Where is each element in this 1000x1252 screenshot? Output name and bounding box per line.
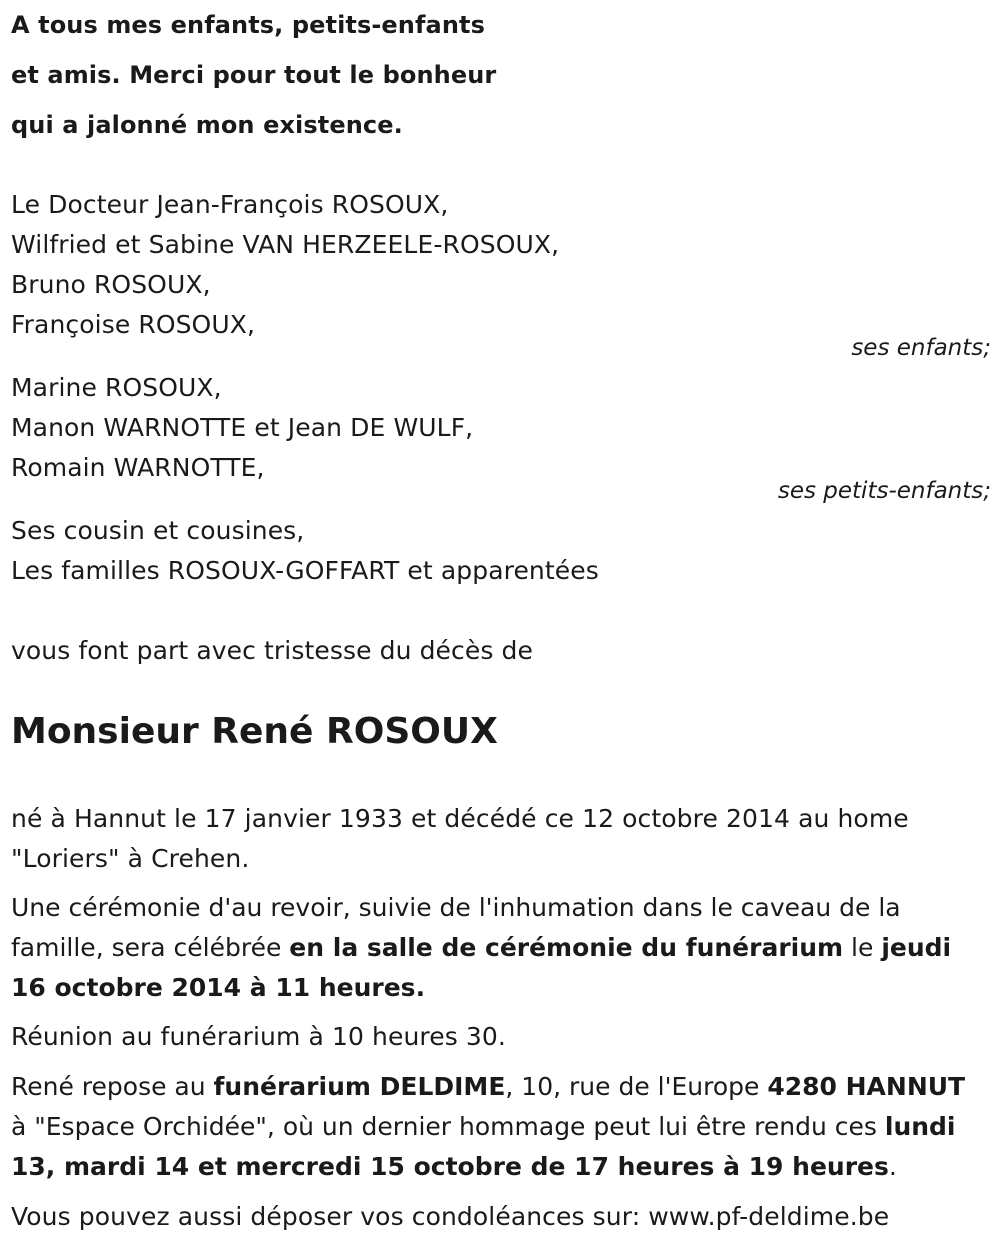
ceremony-text: le [843, 933, 882, 962]
announcement-text: vous font part avec tristesse du décès de [11, 636, 533, 665]
ceremony-text: Une cérémonie d'au revoir, suivie de l'inhumation dans le caveau de la famille, sera célébrée [11, 893, 901, 962]
visitation-schedule: lundi 13, mardi 14 et mercredi 15 octobre de 17 heures à 19 heures [11, 1112, 956, 1181]
visitation-text: , 10, rue de l'Europe [505, 1072, 768, 1101]
birth-death-line-1: né à Hannut le 17 janvier 1933 et décédé ce 12 octobre 2014 au home [11, 804, 909, 833]
grandchild-name: Romain WARNOTTE, [11, 453, 265, 482]
intro-line-2: et amis. Merci pour tout le bonheur [11, 61, 497, 89]
grandchild-name: Manon WARNOTTE et Jean DE WULF, [11, 413, 474, 442]
ceremony-location: en la salle de cérémonie du funérarium [289, 933, 844, 962]
child-name: Françoise ROSOUX, [11, 310, 256, 339]
funeral-home-city: 4280 HANNUT [767, 1072, 966, 1101]
visitation-text: à "Espace Orchidée", où un dernier hommage peut lui être rendu ces [11, 1112, 885, 1141]
relatives-line: Les familles ROSOUX-GOFFART et apparentées [11, 556, 599, 585]
child-name: Wilfried et Sabine VAN HERZEELE-ROSOUX, [11, 230, 560, 259]
children-label: ses enfants; [851, 335, 991, 361]
child-name: Le Docteur Jean-François ROSOUX, [11, 190, 449, 219]
visitation-text: René repose au [11, 1072, 214, 1101]
grandchildren-label: ses petits-enfants; [777, 478, 991, 504]
intro-line-1: A tous mes enfants, petits-enfants [11, 11, 485, 39]
intro-line-3: qui a jalonné mon existence. [11, 111, 403, 139]
meeting-text: Réunion au funérarium à 10 heures 30. [11, 1022, 506, 1051]
deceased-name: Monsieur René ROSOUX [11, 711, 498, 752]
visitation-text: . [888, 1152, 897, 1181]
ceremony-date: jeudi 16 octobre 2014 à 11 heures. [11, 933, 952, 1002]
grandchild-name: Marine ROSOUX, [11, 373, 222, 402]
relatives-line: Ses cousin et cousines, [11, 516, 305, 545]
funeral-home-name: funérarium DELDIME [213, 1072, 506, 1101]
child-name: Bruno ROSOUX, [11, 270, 211, 299]
visitation-paragraph [11, 1067, 986, 1187]
condolences-text: Vous pouvez aussi déposer vos condoléances sur: www.pf-deldime.be [11, 1202, 890, 1231]
ceremony-paragraph [11, 888, 986, 1008]
birth-death-line-2: "Loriers" à Crehen. [11, 844, 250, 873]
